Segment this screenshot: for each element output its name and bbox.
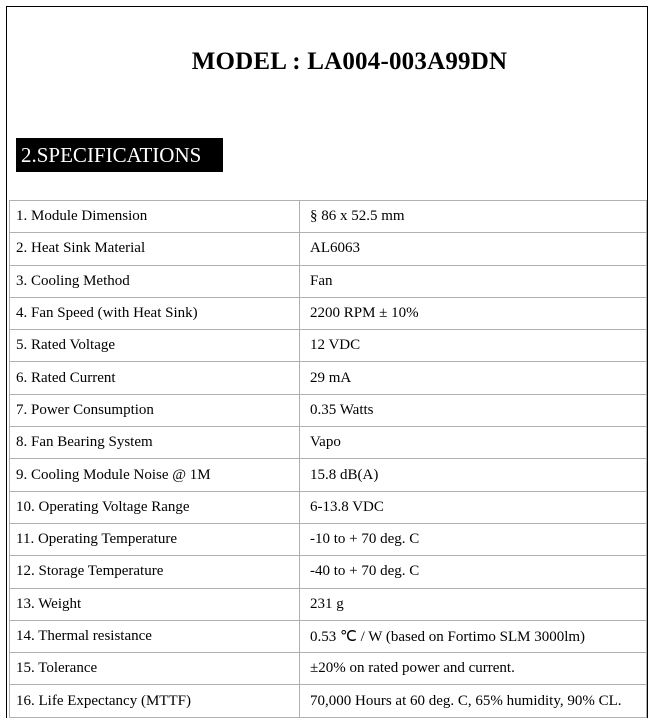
- table-row: [10, 427, 647, 459]
- spec-parameter: 15. Tolerance: [10, 653, 300, 685]
- spec-parameter: 11. Operating Temperature: [10, 523, 300, 555]
- table-row: [10, 233, 647, 265]
- section-heading: 2.SPECIFICATIONS: [16, 138, 223, 172]
- spec-parameter: 8. Fan Bearing System: [10, 427, 300, 459]
- spec-parameter: 14. Thermal resistance: [10, 620, 300, 652]
- spec-parameter: 4. Fan Speed (with Heat Sink): [10, 297, 300, 329]
- spec-value: ±20% on rated power and current.: [300, 653, 647, 685]
- spec-value: Vapo: [300, 427, 647, 459]
- spec-parameter: 16. Life Expectancy (MTTF): [10, 685, 300, 717]
- spec-parameter: 10. Operating Voltage Range: [10, 491, 300, 523]
- spec-value: 70,000 Hours at 60 deg. C, 65% humidity, 90% CL.: [300, 685, 647, 717]
- spec-value: 12 VDC: [300, 330, 647, 362]
- table-row: [10, 459, 647, 491]
- spec-parameter: 2. Heat Sink Material: [10, 233, 300, 265]
- spec-parameter: 7. Power Consumption: [10, 394, 300, 426]
- table-row: [10, 491, 647, 523]
- table-row: [10, 620, 647, 652]
- spec-value: -10 to + 70 deg. C: [300, 523, 647, 555]
- model-title: MODEL : LA004-003A99DN: [191, 48, 508, 75]
- table-row: [10, 556, 647, 588]
- spec-value: 231 g: [300, 588, 647, 620]
- table-row: [10, 362, 647, 394]
- table-row: [10, 297, 647, 329]
- spec-parameter: 9. Cooling Module Noise @ 1M: [10, 459, 300, 491]
- spec-value: 6-13.8 VDC: [300, 491, 647, 523]
- table-row: [10, 685, 647, 717]
- table-row: [10, 265, 647, 297]
- spec-value: -40 to + 70 deg. C: [300, 556, 647, 588]
- table-row: [10, 588, 647, 620]
- table-row: [10, 330, 647, 362]
- spec-value: 0.35 Watts: [300, 394, 647, 426]
- table-row: [10, 523, 647, 555]
- spec-parameter: 13. Weight: [10, 588, 300, 620]
- table-row: [10, 201, 647, 233]
- spec-parameter: 5. Rated Voltage: [10, 330, 300, 362]
- spec-value: 0.53 ℃ / W (based on Fortimo SLM 3000lm): [300, 620, 647, 652]
- table-row: [10, 394, 647, 426]
- specifications-table: [9, 200, 647, 718]
- table-row: [10, 653, 647, 685]
- spec-parameter: 6. Rated Current: [10, 362, 300, 394]
- spec-value: 29 mA: [300, 362, 647, 394]
- spec-parameter: 3. Cooling Method: [10, 265, 300, 297]
- spec-value: AL6063: [300, 233, 647, 265]
- spec-parameter: 1. Module Dimension: [10, 201, 300, 233]
- spec-value: Fan: [300, 265, 647, 297]
- spec-parameter: 12. Storage Temperature: [10, 556, 300, 588]
- spec-value: 15.8 dB(A): [300, 459, 647, 491]
- spec-value: 2200 RPM ± 10%: [300, 297, 647, 329]
- spec-value: § 86 x 52.5 mm: [300, 201, 647, 233]
